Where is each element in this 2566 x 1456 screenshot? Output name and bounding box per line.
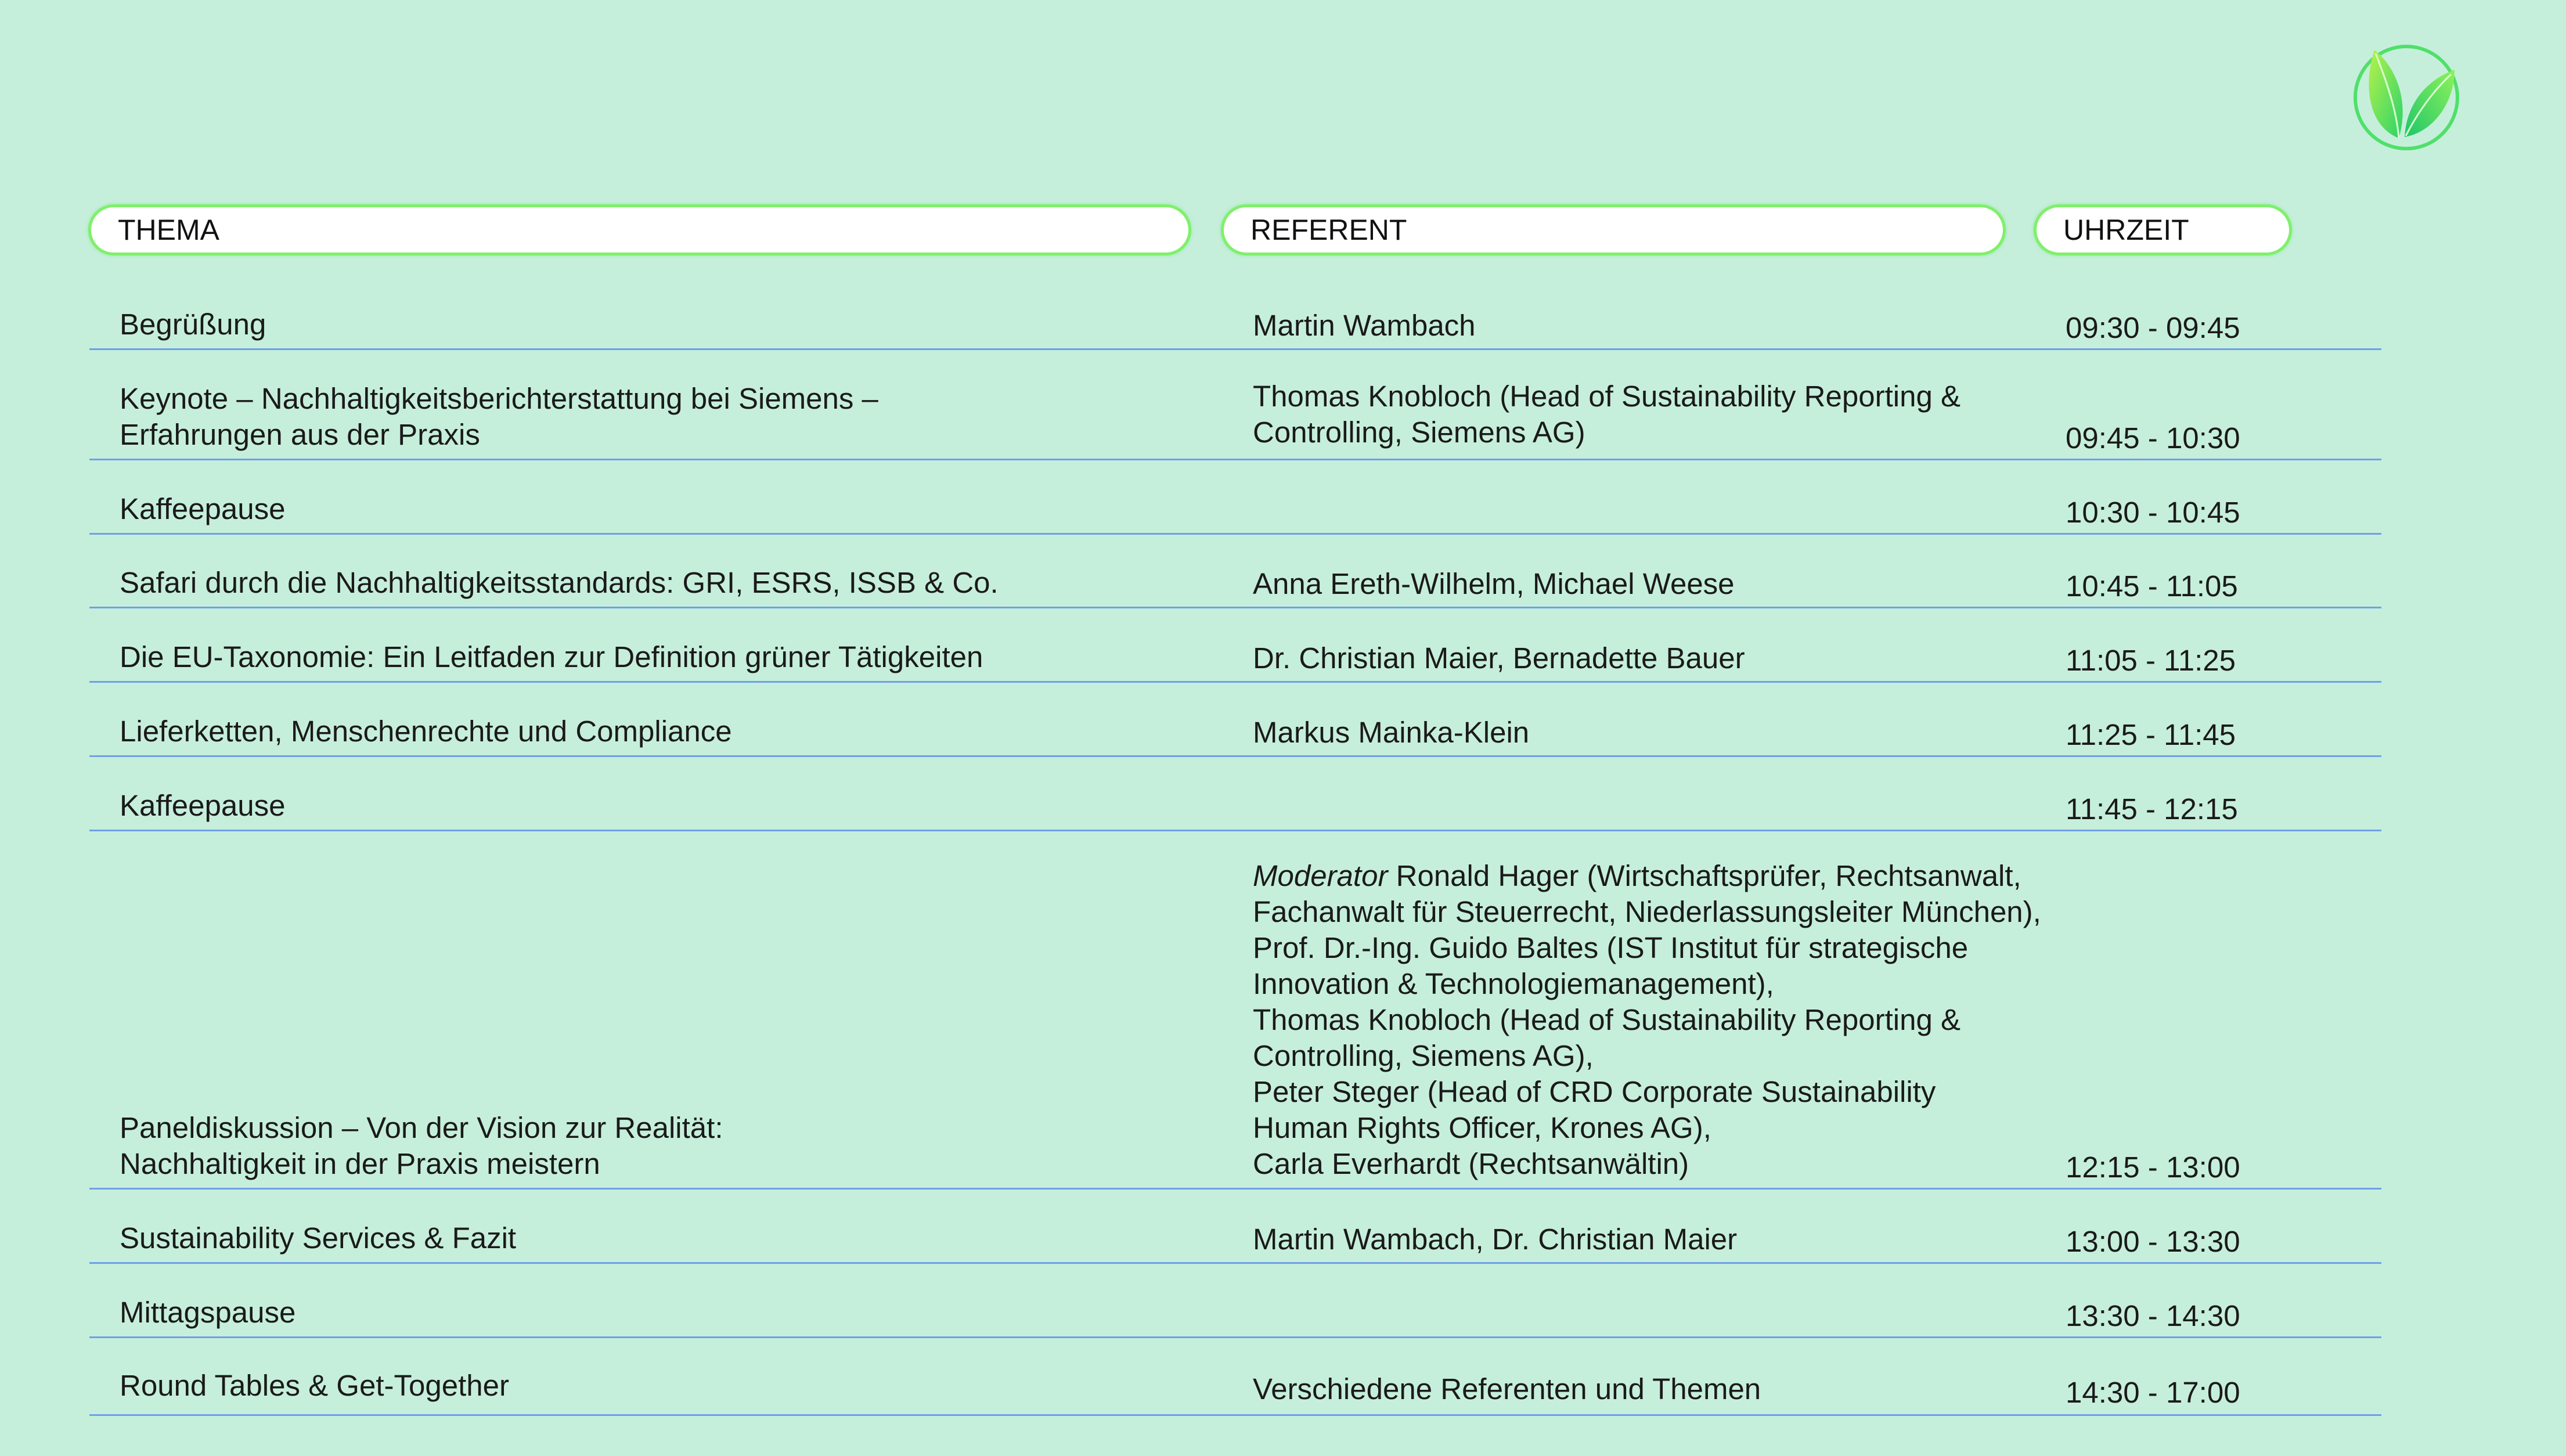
agenda-row: [89, 1188, 2381, 1264]
agenda-topic: Mittagspause: [120, 1296, 296, 1329]
column-header-referent: REFERENT: [1221, 204, 2006, 255]
agenda-topic: Begrüßung: [120, 308, 266, 341]
agenda-row: [89, 348, 2381, 460]
agenda-time: 14:30 - 17:00: [2066, 1376, 2240, 1409]
agenda-time: 10:45 - 11:05: [2066, 570, 2238, 603]
leaf-circle-icon: [2351, 39, 2462, 153]
agenda-topic: Paneldiskussion – Von der Vision zur Realität: Nachhaltigkeit in der Praxis meistern: [120, 1111, 723, 1180]
agenda-time: 11:45 - 12:15: [2066, 792, 2238, 826]
agenda-speaker: Martin Wambach, Dr. Christian Maier: [1253, 1223, 1738, 1256]
agenda-speaker: Moderator Ronald Hager (Wirtschaftsprüfer, Rechtsanwalt, Fachanwalt für Steuerrecht, Niederlassungsleiter München), Prof. Dr.-Ing. Guido Baltes (IST Institut für strategische Innovation & Technologiemanagement), Thomas Knobloch (Head of Sustainability Reporting & Controlling, Siemens AG), Peter Steger (Head of CRD Corporate Sustainability Human Rights Officer, Krones AG), Carla Everhardt (Rechtsanwältin): [1253, 859, 2041, 1180]
agenda-time: 13:30 - 14:30: [2066, 1299, 2240, 1332]
agenda-topic: Round Tables & Get-Together: [120, 1369, 509, 1402]
agenda-speaker: Martin Wambach: [1253, 309, 1476, 342]
agenda-speaker: Anna Ereth-Wilhelm, Michael Weese: [1253, 567, 1735, 600]
agenda-time: 13:00 - 13:30: [2066, 1225, 2240, 1258]
agenda-topic: Die EU-Taxonomie: Ein Leitfaden zur Definition grüner Tätigkeiten: [120, 640, 983, 673]
agenda-row: [89, 607, 2381, 683]
agenda-speaker: Markus Mainka-Klein: [1253, 716, 1530, 749]
agenda-row: [89, 681, 2381, 757]
column-header-uhrzeit: UHRZEIT: [2034, 204, 2292, 255]
agenda-time: 09:30 - 09:45: [2066, 311, 2240, 344]
agenda-row: [89, 533, 2381, 608]
agenda-topic: Keynote – Nachhaltigkeitsberichterstattung bei Siemens – Erfahrungen aus der Praxis: [120, 382, 878, 451]
agenda-speaker: Thomas Knobloch (Head of Sustainability Reporting & Controlling, Siemens AG): [1253, 380, 1960, 449]
agenda-time: 11:05 - 11:25: [2066, 644, 2236, 677]
agenda-speaker: Verschiedene Referenten und Themen: [1253, 1372, 1761, 1405]
agenda-topic: Kaffeepause: [120, 492, 286, 525]
moderator-label: Moderator: [1253, 859, 1388, 892]
agenda-row: [89, 293, 2381, 350]
agenda-time: 10:30 - 10:45: [2066, 496, 2240, 529]
agenda-row: [89, 1262, 2381, 1338]
agenda-topic: Sustainability Services & Fazit: [120, 1221, 517, 1255]
agenda-time: 09:45 - 10:30: [2066, 421, 2240, 455]
agenda-topic: Kaffeepause: [120, 789, 286, 822]
agenda-row: [89, 830, 2381, 1190]
agenda-row: [89, 459, 2381, 535]
agenda-time: 11:25 - 11:45: [2066, 718, 2236, 751]
column-header-thema: THEMA: [88, 204, 1191, 255]
agenda-topic: Lieferketten, Menschenrechte und Compliance: [120, 715, 732, 748]
agenda-topic: Safari durch die Nachhaltigkeitsstandards: GRI, ESRS, ISSB & Co.: [120, 566, 999, 599]
agenda-time: 12:15 - 13:00: [2066, 1151, 2240, 1184]
agenda-speaker: Dr. Christian Maier, Bernadette Bauer: [1253, 641, 1745, 675]
agenda-row: [89, 1336, 2381, 1416]
agenda-row: [89, 755, 2381, 831]
